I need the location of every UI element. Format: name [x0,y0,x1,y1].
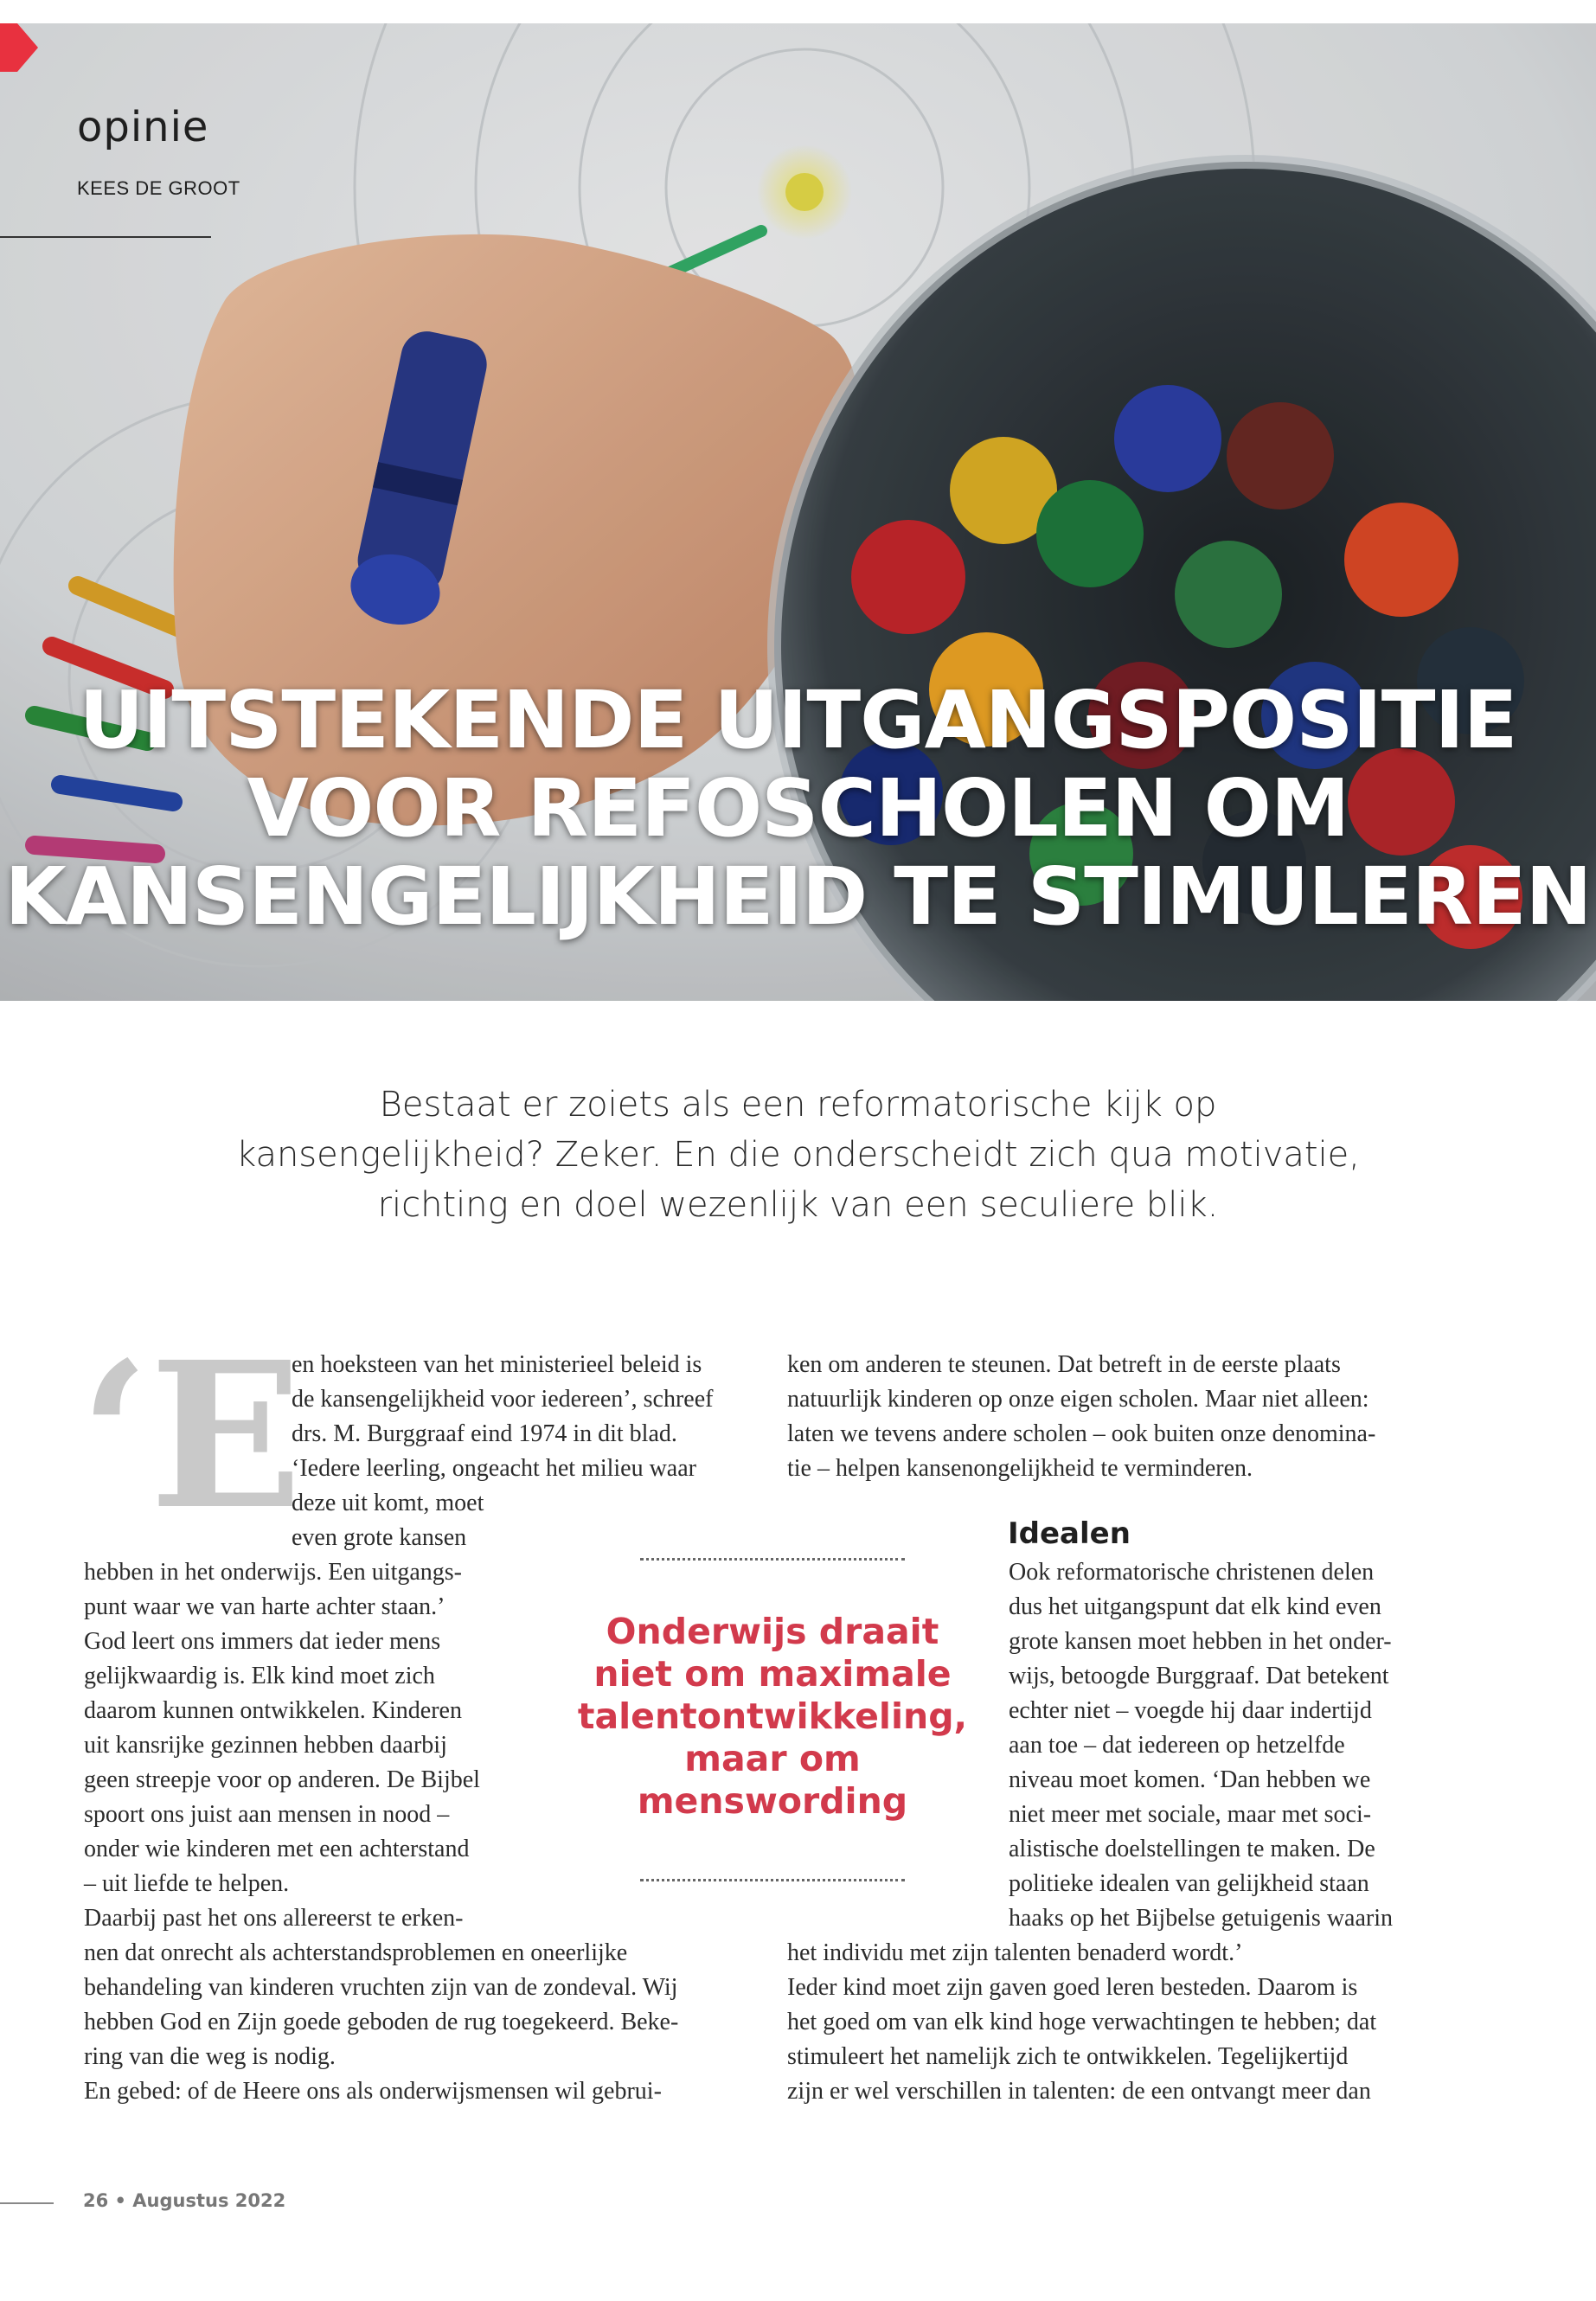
body-text-line: politieke idealen van gelijkheid staan [1009,1870,1369,1897]
body-text-line: onder wie kinderen met een achterstand [84,1836,470,1862]
body-text-line: ‘Iedere leerling, ongeacht het milieu waar [292,1455,696,1482]
body-text-line: Daarbij past het ons allereerst te erken- [84,1905,464,1932]
headline-line-1: UITSTEKENDE UITGANGSPOSITIE [79,674,1517,766]
body-text-line: even grote kansen [292,1524,467,1551]
pullquote-line-5: menswording [637,1780,908,1822]
footer-divider [0,2202,54,2204]
body-text-line: drs. M. Burggraaf eind 1974 in dit blad. [292,1420,677,1447]
pullquote-line-4: maar om [684,1738,861,1779]
body-text-line: spoort ons juist aan mensen in nood – [84,1801,450,1828]
pullquote-divider-bottom [640,1879,905,1881]
body-text-line: – uit liefde te helpen. [84,1870,290,1897]
body-text-line: behandeling van kinderen vruchten zijn van de zondeval. Wij [84,1974,678,2001]
body-text-line: grote kansen moet hebben in het onder- [1009,1628,1392,1655]
body-text-line: echter niet – voegde hij daar indertijd [1009,1697,1372,1724]
body-text-line: het individu met zijn talenten benaderd wordt.’ [787,1939,1243,1966]
body-text-line: zijn er wel verschillen in talenten: de een ontvangt meer dan [787,2078,1371,2105]
body-text-line: dus het uitgangspunt dat elk kind even [1009,1593,1381,1620]
body-text-line: wijs, betoogde Burggraaf. Dat betekent [1009,1663,1389,1689]
body-text-line: hebben God en Zijn goede geboden de rug toegekeerd. Beke- [84,2009,679,2035]
body-text-line: de kansengelijkheid voor iedereen’, schreef [292,1386,714,1413]
body-text-line: stimuleert het namelijk zich te ontwikkelen. Tegelijkertijd [787,2043,1349,2070]
body-text-line: het goed om van elk kind hoge verwachtingen te hebben; dat [787,2009,1377,2035]
subheading-idealen: Idealen [1008,1516,1131,1551]
author-name: KEES DE GROOT [77,177,240,199]
body-text-line: geen streepje voor op anderen. De Bijbel [84,1766,480,1793]
intro-line-3: richting en doel wezenlijk van een seculiere blik. [377,1185,1219,1225]
body-text-line: ken om anderen te steunen. Dat betreft in de eerste plaats [787,1351,1341,1378]
body-text-line: aan toe – dat iedereen op hetzelfde [1009,1732,1345,1759]
headline-line-2: VOOR REFOSCHOLEN OM [247,762,1349,855]
body-text-line: hebben in het onderwijs. Een uitgangs- [84,1559,463,1586]
pullquote [571,1611,974,1823]
body-text-line: niveau moet komen. ‘Dan hebben we [1009,1766,1371,1793]
header-divider [0,236,211,238]
section-label: opinie [77,103,209,151]
pullquote-line-2: niet om maximale [593,1653,952,1695]
body-text-line: nen dat onrecht als achterstandsproblemen en oneerlijke [84,1939,628,1966]
body-text-line: daarom kunnen ontwikkelen. Kinderen [84,1697,462,1724]
body-text-line: uit kansrijke gezinnen hebben daarbij [84,1732,447,1759]
pullquote-line-3: talentontwikkeling, [577,1695,968,1737]
body-text-line: haaks op het Bijbelse getuigenis waarin [1009,1905,1393,1932]
intro-line-2: kansengelijkheid? Zeker. En die onderscheidt zich qua motivatie, [235,1135,1361,1175]
body-text-line: God leert ons immers dat ieder mens [84,1628,441,1655]
pullquote-line-1: Onderwijs draait [606,1611,939,1652]
hero-photo [0,23,1596,1001]
body-text-line: niet meer met sociale, maar met soci- [1009,1801,1372,1828]
body-text-line: ring van die weg is nodig. [84,2043,336,2070]
body-text-line: gelijkwaardig is. Elk kind moet zich [84,1663,435,1689]
body-text-line: laten we tevens andere scholen – ook buiten onze denomina- [787,1420,1376,1447]
body-text-line: En gebed: of de Heere ons als onderwijsmensen wil gebrui- [84,2078,662,2105]
pullquote-divider-top [640,1558,905,1561]
intro-lead [199,1080,1397,1230]
body-text-line: tie – helpen kansenongelijkheid te verminderen. [787,1455,1253,1482]
body-text-line: Ieder kind moet zijn gaven goed leren besteden. Daarom is [787,1974,1358,2001]
body-text-line: alistische doelstellingen te maken. De [1009,1836,1375,1862]
body-text-line: punt waar we van harte achter staan.’ [84,1593,445,1620]
body-text-line: deze uit komt, moet [292,1490,484,1516]
body-text-line: en hoeksteen van het ministerieel beleid is [292,1351,702,1378]
intro-line-1: Bestaat er zoiets als een reformatorische kijk op [379,1085,1217,1125]
headline [0,676,1596,941]
section-marker-icon [0,23,38,72]
drop-cap: ‘E [80,1317,303,1554]
body-text-line: natuurlijk kinderen op onze eigen scholen. Maar niet alleen: [787,1386,1369,1413]
body-text-line: Ook reformatorische christenen delen [1009,1559,1375,1586]
headline-line-3: KANSENGELIJKHEID TE STIMULEREN [4,850,1592,943]
page-footer: 26 • Augustus 2022 [83,2190,286,2211]
